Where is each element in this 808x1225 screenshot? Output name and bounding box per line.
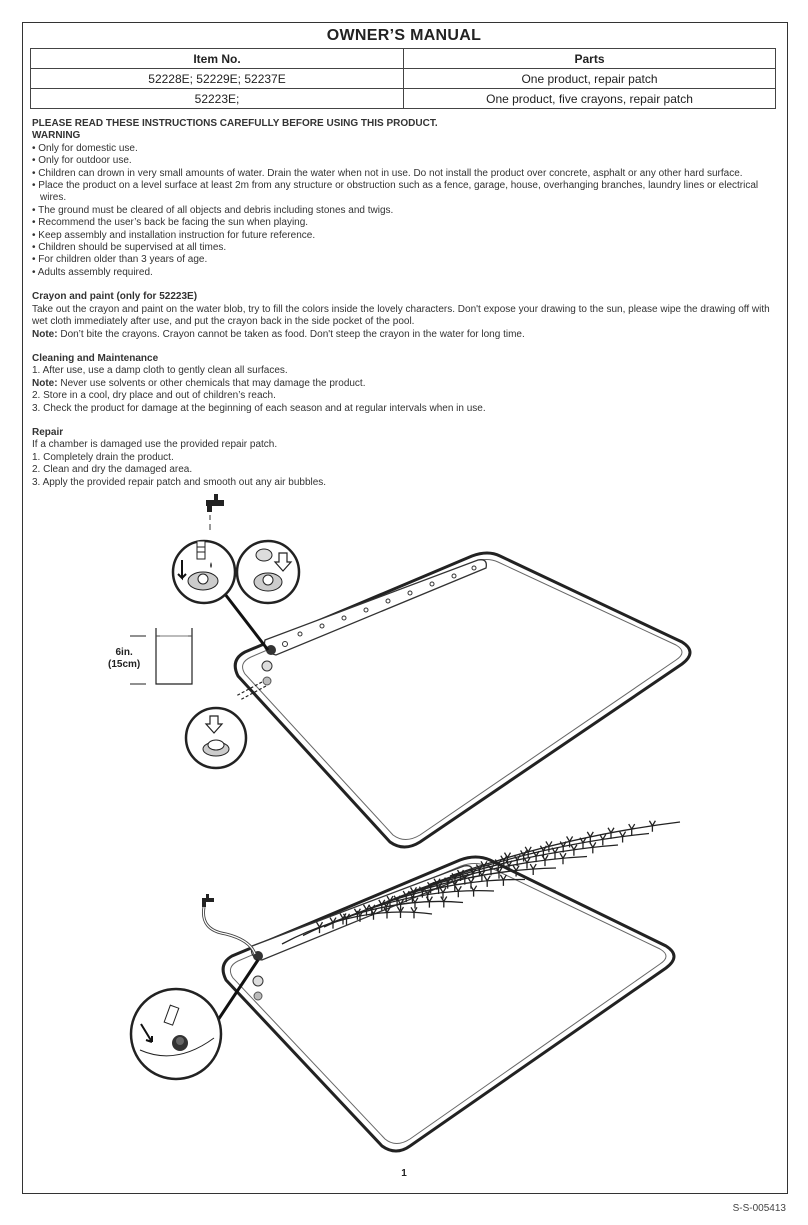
table-cell: One product, five crayons, repair patch — [404, 89, 776, 109]
water-depth-metric: (15cm) — [108, 659, 141, 670]
inset-close-valve — [237, 541, 299, 603]
warning-item: • Place the product on a level surface at least 2m from any structure or obstruction such as a fence, garage, house, overhanging branches, laundry lines or electrical wires. — [32, 180, 759, 204]
water-depth-value: 6in. — [115, 647, 133, 658]
parts-table — [30, 48, 776, 109]
page-number: 1 — [401, 1168, 407, 1179]
warning-item: • The ground must be cleared of all objects and debris including stones and twigs. — [32, 204, 394, 216]
repair-step: 1. Completely drain the product. — [32, 451, 174, 463]
page-title: OWNER’S MANUAL — [326, 27, 482, 44]
water-tap-icon — [206, 494, 224, 530]
cleaning-note — [32, 378, 777, 390]
table-row — [31, 69, 776, 89]
instructions-body — [32, 118, 777, 489]
note-text: Don’t bite the crayons. Crayon cannot be taken as food. Don't steep the crayon in the water for long time. — [57, 328, 525, 340]
crayon-body: Take out the crayon and paint on the water blob, try to fill the colors inside the lovely characters. Don't expose your drawing to the sun, please wipe the drawing off with wet cloth immediately after use, and put the crayon back in the side pocket of the pool. — [32, 303, 770, 328]
intro-heading: PLEASE READ THESE INSTRUCTIONS CAREFULLY BEFORE USING THIS PRODUCT. — [32, 118, 438, 129]
cleaning-heading: Cleaning and Maintenance — [32, 352, 159, 364]
warning-item: • For children older than 3 years of age. — [32, 254, 208, 266]
warning-item: • Children can drown in very small amounts of water. Drain the water when not in use. Do not install the product over concrete, asphalt or any other hard surface. — [32, 167, 743, 179]
table-cell: One product, repair patch — [404, 69, 776, 89]
repair-step: 3. Apply the provided repair patch and smooth out any air bubbles. — [32, 476, 327, 488]
repair-step: 2. Clean and dry the damaged area. — [32, 464, 193, 476]
warning-heading: WARNING — [32, 130, 81, 142]
table-cell: 52228E; 52229E; 52237E — [31, 69, 404, 89]
inset-drain-plug — [186, 708, 246, 768]
warning-item: • Recommend the user’s back be facing the sun when playing. — [32, 217, 309, 229]
warning-item: • Adults assembly required. — [32, 266, 153, 278]
warning-item: • Keep assembly and installation instruction for future reference. — [32, 229, 316, 241]
water-depth-label — [108, 647, 140, 671]
cleaning-step: 1. After use, use a damp cloth to gently clean all surfaces. — [32, 365, 288, 377]
document-code: S-S-005413 — [732, 1203, 786, 1214]
crayon-heading: Crayon and paint (only for 52223E) — [32, 291, 198, 303]
hose-tap-icon — [202, 894, 255, 954]
note-text: Never use solvents or other chemicals that may damage the product. — [57, 377, 366, 389]
header-item-no: Item No. — [31, 49, 404, 69]
repair-heading: Repair — [32, 426, 64, 438]
note-label: Note: — [32, 328, 58, 340]
warning-item: • Only for domestic use. — [32, 142, 138, 154]
repair-intro: If a chamber is damaged use the provided repair patch. — [32, 439, 278, 451]
warning-item: • Only for outdoor use. — [32, 155, 132, 167]
table-row — [31, 89, 776, 109]
cleaning-step: 2. Store in a cool, dry place and out of children’s reach. — [32, 390, 276, 402]
cleaning-step: 3. Check the product for damage at the beginning of each season and at regular intervals when in use. — [32, 402, 486, 414]
warning-item: • Children should be supervised at all times. — [32, 242, 227, 254]
header-parts: Parts — [404, 49, 776, 69]
inset-fill-valve — [173, 541, 235, 603]
water-mat-top — [235, 553, 690, 847]
assembly-illustration — [0, 490, 808, 1170]
table-cell: 52223E; — [31, 89, 404, 109]
note-label: Note: — [32, 377, 58, 389]
table-header-row — [31, 49, 776, 69]
crayon-note — [32, 329, 777, 341]
inset-hose-connect — [131, 989, 221, 1079]
